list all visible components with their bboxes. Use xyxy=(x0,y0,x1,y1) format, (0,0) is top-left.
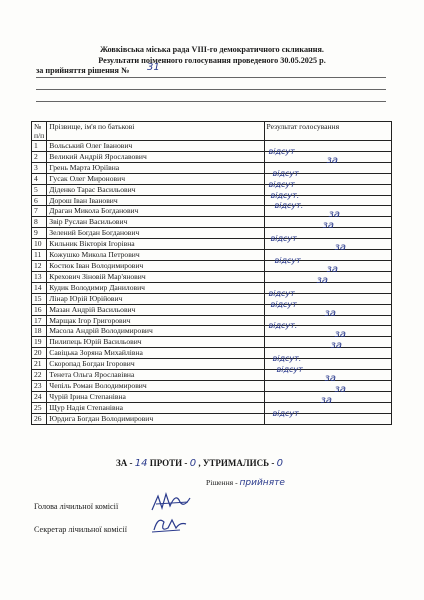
secretary-signature xyxy=(150,512,190,538)
row-number: 2 xyxy=(32,151,47,162)
deputy-name: Чепіль Роман Володимирович xyxy=(47,380,264,391)
row-number: 13 xyxy=(32,271,47,282)
deputy-name: Дорош Іван Іванович xyxy=(47,195,264,206)
row-number: 7 xyxy=(32,206,47,217)
vote-absent-handwritten: відсут. xyxy=(274,201,304,211)
vote-result-cell xyxy=(264,234,391,250)
deputy-name: Мазан Андрій Васильович xyxy=(47,304,264,315)
vote-absent-handwritten: відсут xyxy=(270,234,297,244)
table-row xyxy=(32,315,392,326)
row-number: 22 xyxy=(32,370,47,381)
vote-za-handwritten: за xyxy=(320,394,332,406)
vote-result-cell xyxy=(264,408,391,424)
deputy-name: Гусак Олег Миронович xyxy=(47,173,264,184)
vote-absent-handwritten: відсут xyxy=(268,146,295,156)
deputy-name: Звір Руслан Васильович xyxy=(47,217,264,228)
vote-absent-handwritten: відсут xyxy=(272,168,299,178)
vote-absent-handwritten: відсут. xyxy=(268,321,298,331)
vote-za-handwritten: за xyxy=(322,220,334,232)
vote-summary xyxy=(116,458,283,469)
vote-result-cell xyxy=(264,372,391,391)
decision-label: за прийняття рішення № xyxy=(36,66,130,75)
table-row xyxy=(32,391,392,402)
row-number: 24 xyxy=(32,391,47,402)
deputy-name: Великий Андрій Ярославович xyxy=(47,151,264,162)
utrym-label: , УТРИМАЛИСЬ - xyxy=(198,458,275,468)
vote-absent-handwritten: відсут. xyxy=(272,354,302,364)
deputy-name: Юрдига Богдан Володимирович xyxy=(47,413,264,424)
proty-label: ПРОТИ - xyxy=(149,458,188,468)
vote-za-handwritten: за xyxy=(330,340,342,352)
row-number: 18 xyxy=(32,326,47,337)
table-row xyxy=(32,293,392,304)
table-row xyxy=(32,271,392,282)
table-row xyxy=(32,228,392,239)
vote-absent-handwritten: відсут xyxy=(274,255,301,265)
row-number: 8 xyxy=(32,217,47,228)
row-number: 15 xyxy=(32,293,47,304)
deputy-name: Зелений Богдан Богданович xyxy=(47,228,264,239)
row-number: 20 xyxy=(32,348,47,359)
deputy-name: Масола Андрій Володимирович xyxy=(47,326,264,337)
row-number: 16 xyxy=(32,304,47,315)
row-number: 3 xyxy=(32,162,47,173)
col-number-header: № п/п xyxy=(32,122,47,141)
row-number: 26 xyxy=(32,413,47,424)
vote-za-handwritten: за xyxy=(328,209,340,221)
deputy-name: Діденко Тарас Васильович xyxy=(47,184,264,195)
row-number: 17 xyxy=(32,315,47,326)
deputy-name: Пилипець Юрій Васильович xyxy=(47,337,264,348)
deputy-name: Марщак Ігор Григорович xyxy=(47,315,264,326)
decision-number: 31 xyxy=(147,62,160,73)
deputy-name: Лінар Юрій Юрійович xyxy=(47,293,264,304)
deputy-name: Крехович Зіновій Мар'янович xyxy=(47,271,264,282)
table-row xyxy=(32,348,392,359)
vote-absent-handwritten: відсут xyxy=(272,408,299,418)
row-number: 5 xyxy=(32,184,47,195)
za-label: ЗА - xyxy=(116,458,133,468)
row-number: 6 xyxy=(32,195,47,206)
za-count: 14 xyxy=(134,458,148,469)
blank-line xyxy=(36,101,386,102)
table-row xyxy=(32,173,392,184)
vote-za-handwritten: за xyxy=(326,154,338,166)
vote-za-handwritten: за xyxy=(316,274,328,286)
council-title: Жовківська міська рада VIII-го демократичного скликання. xyxy=(100,45,324,54)
row-number: 19 xyxy=(32,337,47,348)
table-row xyxy=(32,162,392,173)
deputy-name: Щур Надія Степанівна xyxy=(47,402,264,413)
table-header-row xyxy=(32,122,392,141)
blank-line xyxy=(36,89,386,90)
vote-table xyxy=(31,121,392,425)
vote-absent-handwritten: відсут xyxy=(276,365,303,375)
deputy-name: Тенета Ольга Ярославівна xyxy=(47,370,264,381)
row-number: 10 xyxy=(32,239,47,250)
table-row xyxy=(32,184,392,195)
deputy-name: Чурій Ірина Степанівна xyxy=(47,391,264,402)
table-row xyxy=(32,195,392,206)
row-number: 1 xyxy=(32,141,47,152)
deputy-name: Савіцька Зоряна Михайлівна xyxy=(47,348,264,359)
deputy-name: Кильник Вікторія Ігорівна xyxy=(47,239,264,250)
vote-za-handwritten: за xyxy=(326,263,338,275)
vote-absent-handwritten: відсут xyxy=(268,179,295,189)
deputy-name: Скоропад Богдан Ігорович xyxy=(47,359,264,370)
deputy-name: Драган Микола Богданович xyxy=(47,206,264,217)
deputy-name: Кожушко Микола Петрович xyxy=(47,250,264,261)
deputy-name: Кудик Володимир Данилович xyxy=(47,282,264,293)
row-number: 23 xyxy=(32,380,47,391)
row-number: 9 xyxy=(32,228,47,239)
row-number: 14 xyxy=(32,282,47,293)
utrym-count: 0 xyxy=(276,458,283,469)
vote-za-handwritten: за xyxy=(334,383,346,395)
vote-result-cell xyxy=(264,321,391,337)
vote-results-title: Результати поіменного голосування проведеного 30.05.2025 р. xyxy=(98,56,326,65)
row-number: 4 xyxy=(32,173,47,184)
vote-absent-handwritten: відсут xyxy=(270,299,297,309)
vote-absent-handwritten: відсут. xyxy=(270,190,300,200)
vote-za-handwritten: за xyxy=(334,329,346,341)
result-label: Рішення - xyxy=(206,478,238,487)
row-number: 12 xyxy=(32,260,47,271)
vote-za-handwritten: за xyxy=(324,372,336,384)
result-value: прийняте xyxy=(239,478,285,488)
table-row xyxy=(32,402,392,413)
deputy-name: Костюк Іван Володимирович xyxy=(47,260,264,271)
table-row xyxy=(32,304,392,315)
vote-result-cell xyxy=(264,329,391,348)
table-row xyxy=(32,370,392,381)
row-number: 11 xyxy=(32,250,47,261)
table-row xyxy=(32,359,392,370)
row-number: 25 xyxy=(32,402,47,413)
table-row xyxy=(32,413,392,424)
secretary-signature-label: Секретар лічильної комісії xyxy=(34,525,127,534)
blank-line xyxy=(36,77,386,78)
proty-count: 0 xyxy=(189,458,197,469)
col-result-header: Результат голосування xyxy=(264,122,391,141)
col-name-header: Прізвище, ім'я по батькові xyxy=(47,122,264,141)
decision-result xyxy=(206,478,285,488)
table-row xyxy=(32,217,392,228)
vote-za-handwritten: за xyxy=(324,307,336,319)
deputy-name: Грень Марта Юріївна xyxy=(47,162,264,173)
table-row xyxy=(32,250,392,261)
table-row xyxy=(32,141,392,152)
table-row xyxy=(32,282,392,293)
vote-za-handwritten: за xyxy=(334,242,346,254)
deputy-name: Вольський Олег Іванович xyxy=(47,141,264,152)
vote-absent-handwritten: відсут xyxy=(268,288,295,298)
row-number: 21 xyxy=(32,359,47,370)
head-signature-label: Голова лічильної комісії xyxy=(34,502,119,511)
